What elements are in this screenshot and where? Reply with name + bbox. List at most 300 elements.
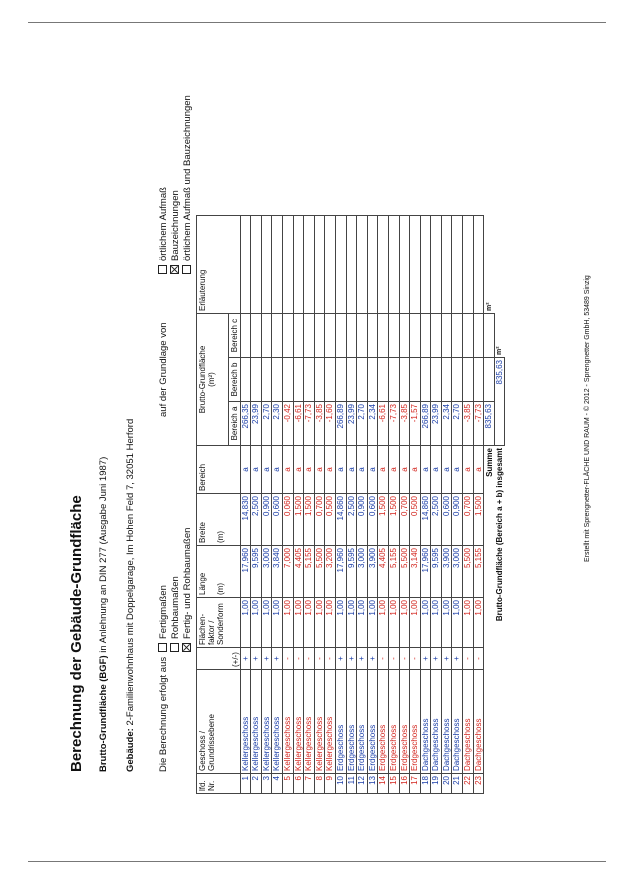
cell-laenge: 5,500 — [463, 546, 474, 598]
cell-breite: 2,500 — [431, 494, 442, 546]
table-row — [251, 216, 262, 794]
cell-sign: - — [282, 648, 293, 670]
cell-breite: 0,700 — [399, 494, 410, 546]
calc-option[interactable] — [158, 528, 170, 652]
checkbox-fertigmasse[interactable] — [158, 643, 167, 652]
cell-faktor: 1,00 — [410, 598, 421, 648]
cell-laenge: 3,000 — [261, 546, 272, 598]
cell-geschoss: Dachgeschoss — [473, 670, 484, 774]
cell-geschoss: Dachgeschoss — [463, 670, 474, 774]
table-row — [399, 216, 410, 794]
table-row — [410, 216, 421, 794]
table-row — [293, 216, 304, 794]
cell-nr: 1 — [240, 774, 251, 794]
cell-nr: 4 — [272, 774, 283, 794]
cell-bereich: a — [240, 446, 251, 494]
cell-geschoss: Dachgeschoss — [452, 670, 463, 774]
building-label: Gebäude: — [125, 728, 136, 772]
cell-geschoss: Erdgeschoss — [378, 670, 389, 774]
summe-value: 835,63 — [484, 402, 495, 446]
checkbox-aufmass-und-zeichnungen[interactable] — [182, 265, 191, 274]
cell-laenge: 17,960 — [240, 546, 251, 598]
cell-bereich-b — [282, 358, 293, 402]
cell-faktor: 1,00 — [261, 598, 272, 648]
cell-nr: 14 — [378, 774, 389, 794]
summe-row — [484, 216, 495, 794]
cell-bereich-b — [325, 358, 336, 402]
cell-bereich-c — [335, 314, 346, 358]
cell-erlaeuterung — [452, 216, 463, 314]
cell-nr: 16 — [399, 774, 410, 794]
subtitle — [98, 457, 109, 772]
total-empty — [494, 216, 505, 314]
cell-laenge: 5,155 — [388, 546, 399, 598]
table-row — [304, 216, 315, 794]
cell-breite: 0,600 — [272, 494, 283, 546]
cell-geschoss: Erdgeschoss — [388, 670, 399, 774]
cell-sign: - — [410, 648, 421, 670]
table-row — [378, 216, 389, 794]
checkbox-fertig-rohbaumasse[interactable] — [182, 643, 191, 652]
cell-geschoss: Kellergeschoss — [304, 670, 315, 774]
cell-laenge: 5,500 — [399, 546, 410, 598]
cell-laenge: 17,960 — [335, 546, 346, 598]
calc-options — [158, 528, 194, 652]
cell-erlaeuterung — [473, 216, 484, 314]
checkbox-bauzeichnungen[interactable] — [170, 265, 179, 274]
col-header-bereich-b: Bereich b — [229, 358, 241, 402]
cell-bereich-a: 2,70 — [261, 402, 272, 446]
cell-breite: 1,500 — [378, 494, 389, 546]
table-row — [282, 216, 293, 794]
cell-bereich: a — [473, 446, 484, 494]
summe-label: Summe — [484, 448, 494, 477]
cell-geschoss: Erdgeschoss — [335, 670, 346, 774]
cell-bereich-c — [420, 314, 431, 358]
cell-bereich-c — [473, 314, 484, 358]
cell-bereich: a — [463, 446, 474, 494]
cell-bereich-b — [463, 358, 474, 402]
cell-geschoss: Kellergeschoss — [293, 670, 304, 774]
cell-bereich-a: -6,61 — [293, 402, 304, 446]
cell-sign: + — [367, 648, 378, 670]
cell-geschoss: Kellergeschoss — [314, 670, 325, 774]
cell-erlaeuterung — [367, 216, 378, 314]
cell-sign: + — [272, 648, 283, 670]
cell-breite: 0,700 — [463, 494, 474, 546]
building-line — [125, 419, 136, 772]
cell-breite: 0,500 — [410, 494, 421, 546]
cell-laenge: 7,000 — [282, 546, 293, 598]
cell-bereich-c — [272, 314, 283, 358]
cell-bereich-b — [293, 358, 304, 402]
cell-breite: 1,500 — [304, 494, 315, 546]
cell-laenge: 5,500 — [314, 546, 325, 598]
cell-faktor: 1,00 — [325, 598, 336, 648]
table-row — [325, 216, 336, 794]
cell-breite: 14,830 — [240, 494, 251, 546]
cell-bereich-c — [367, 314, 378, 358]
basis-option-label: örtlichem Aufmaß und Bauzeichnungen — [182, 95, 193, 261]
cell-sign: + — [261, 648, 272, 670]
cell-bereich-a: 23,99 — [431, 402, 442, 446]
cell-bereich: a — [251, 446, 262, 494]
cell-bereich-b — [452, 358, 463, 402]
cell-bereich-b — [473, 358, 484, 402]
cell-bereich-a: 2,30 — [272, 402, 283, 446]
table-row — [420, 216, 431, 794]
cell-faktor: 1,00 — [431, 598, 442, 648]
table-row — [261, 216, 272, 794]
cell-breite: 0,900 — [452, 494, 463, 546]
cell-sign: - — [473, 648, 484, 670]
col-header-vorzeichen: (+/-) — [197, 648, 241, 670]
table-row — [357, 216, 368, 794]
cell-faktor: 1,00 — [357, 598, 368, 648]
cell-erlaeuterung — [272, 216, 283, 314]
cell-sign: + — [251, 648, 262, 670]
summe-c — [484, 314, 495, 358]
table-body — [197, 216, 505, 794]
cell-laenge: 17,960 — [420, 546, 431, 598]
cell-bereich: a — [388, 446, 399, 494]
cell-breite: 2,500 — [251, 494, 262, 546]
cell-bereich-b — [304, 358, 315, 402]
cell-sign: + — [335, 648, 346, 670]
cell-bereich-c — [346, 314, 357, 358]
cell-bereich-a: -3,85 — [399, 402, 410, 446]
summe-b — [484, 358, 495, 402]
cell-bereich-b — [335, 358, 346, 402]
cell-laenge: 5,155 — [473, 546, 484, 598]
cell-bereich-a: -1,57 — [410, 402, 421, 446]
cell-laenge: 3,900 — [367, 546, 378, 598]
table-row — [452, 216, 463, 794]
cell-erlaeuterung — [251, 216, 262, 314]
cell-bereich-c — [325, 314, 336, 358]
cell-bereich-a: -3,85 — [314, 402, 325, 446]
table-row — [335, 216, 346, 794]
cell-breite: 14,860 — [420, 494, 431, 546]
subtitle-bold: Brutto-Grundfläche (BGF) — [98, 655, 109, 772]
cell-erlaeuterung — [293, 216, 304, 314]
cell-sign: - — [325, 648, 336, 670]
cell-sign: + — [357, 648, 368, 670]
cell-faktor: 1,00 — [388, 598, 399, 648]
cell-faktor: 1,00 — [420, 598, 431, 648]
cell-bereich-b — [388, 358, 399, 402]
cell-nr: 22 — [463, 774, 474, 794]
cell-erlaeuterung — [463, 216, 474, 314]
calc-option-label: Fertig- und Rohbaumaßen — [182, 527, 193, 639]
col-header-nr — [197, 774, 241, 794]
col-header-bereich-a: Bereich a — [229, 402, 241, 446]
cell-erlaeuterung — [261, 216, 272, 314]
cell-bereich-a: 266,89 — [420, 402, 431, 446]
cell-bereich-a: 2,34 — [367, 402, 378, 446]
cell-erlaeuterung — [378, 216, 389, 314]
cell-laenge: 3,000 — [357, 546, 368, 598]
cell-bereich-a: -6,61 — [378, 402, 389, 446]
cell-bereich-a: -7,73 — [388, 402, 399, 446]
cell-bereich-c — [314, 314, 325, 358]
calc-option-label: Fertigmaßen — [158, 585, 169, 639]
cell-bereich-a: 2,70 — [452, 402, 463, 446]
cell-faktor: 1,00 — [335, 598, 346, 648]
cell-bereich: a — [346, 446, 357, 494]
basis-options — [158, 95, 194, 274]
cell-erlaeuterung — [399, 216, 410, 314]
subtitle-rest: in Anlehnung an DIN 277 (Ausgabe Juni 1987) — [98, 456, 109, 656]
basis-option-label: Bauzeichnungen — [170, 190, 181, 261]
total-value: 835,63 — [494, 358, 505, 446]
cell-nr: 21 — [452, 774, 463, 794]
cell-bereich-c — [282, 314, 293, 358]
cell-sign: + — [441, 648, 452, 670]
cell-bereich-c — [399, 314, 410, 358]
cell-bereich: a — [282, 446, 293, 494]
cell-nr: 3 — [261, 774, 272, 794]
col-header-bgf — [197, 314, 229, 446]
checkbox-rohbaumasse[interactable] — [170, 643, 179, 652]
cell-nr: 2 — [251, 774, 262, 794]
cell-bereich: a — [325, 446, 336, 494]
cell-faktor: 1,00 — [346, 598, 357, 648]
cell-laenge: 4,405 — [378, 546, 389, 598]
summe-unit: m² — [485, 302, 493, 311]
total-row — [494, 216, 505, 794]
basis-option-label: örtlichem Aufmaß — [158, 187, 169, 261]
cell-bereich-c — [378, 314, 389, 358]
cell-sign: - — [463, 648, 474, 670]
cell-bereich-b — [378, 358, 389, 402]
cell-breite: 0,500 — [325, 494, 336, 546]
table-row — [240, 216, 251, 794]
total-unit: m² — [496, 346, 504, 355]
cell-bereich-a: -7,73 — [473, 402, 484, 446]
cell-geschoss: Kellergeschoss — [251, 670, 262, 774]
cell-geschoss: Dachgeschoss — [420, 670, 431, 774]
cell-erlaeuterung — [431, 216, 442, 314]
cell-erlaeuterung — [314, 216, 325, 314]
cell-geschoss: Dachgeschoss — [431, 670, 442, 774]
cell-sign: + — [240, 648, 251, 670]
bgf-table — [196, 215, 505, 794]
cell-bereich-b — [346, 358, 357, 402]
cell-erlaeuterung — [325, 216, 336, 314]
cell-faktor: 1,00 — [314, 598, 325, 648]
cell-nr: 6 — [293, 774, 304, 794]
cell-breite: 1,500 — [473, 494, 484, 546]
cell-breite: 0,900 — [261, 494, 272, 546]
cell-geschoss: Erdgeschoss — [410, 670, 421, 774]
cell-faktor: 1,00 — [378, 598, 389, 648]
cell-sign: + — [452, 648, 463, 670]
cell-bereich: a — [441, 446, 452, 494]
cell-breite: 0,060 — [282, 494, 293, 546]
cell-faktor: 1,00 — [463, 598, 474, 648]
header-row — [197, 216, 229, 794]
cell-nr: 23 — [473, 774, 484, 794]
table-row — [346, 216, 357, 794]
cell-bereich-c — [388, 314, 399, 358]
cell-bereich-c — [452, 314, 463, 358]
cell-bereich-a: 266,89 — [335, 402, 346, 446]
cell-nr: 18 — [420, 774, 431, 794]
cell-sign: - — [399, 648, 410, 670]
cell-sign: + — [346, 648, 357, 670]
cell-nr: 5 — [282, 774, 293, 794]
col-header-bereich-c: Bereich c — [229, 314, 241, 358]
cell-bereich-b — [240, 358, 251, 402]
cell-bereich-c — [410, 314, 421, 358]
cell-faktor: 1,00 — [304, 598, 315, 648]
col-header-geschoss — [197, 670, 241, 774]
footer: Erstellt mit Sprengnetter-FLÄCHE UND RAUM - © 2012 - Sprengnetter GmbH, 53489 Sinzig — [584, 275, 591, 562]
cell-nr: 10 — [335, 774, 346, 794]
cell-geschoss: Kellergeschoss — [272, 670, 283, 774]
col-header-erlaeuterung: Erläuterung — [197, 216, 241, 314]
cell-bereich-c — [251, 314, 262, 358]
cell-erlaeuterung — [441, 216, 452, 314]
cell-bereich-c — [463, 314, 474, 358]
table-row — [367, 216, 378, 794]
header-text-nr: lfd. Nr. — [198, 780, 216, 791]
cell-geschoss: Kellergeschoss — [325, 670, 336, 774]
cell-nr: 15 — [388, 774, 399, 794]
cell-bereich-a: 23,99 — [346, 402, 357, 446]
calc-option[interactable] — [170, 528, 182, 652]
cell-breite: 14,860 — [335, 494, 346, 546]
cell-nr: 17 — [410, 774, 421, 794]
cell-faktor: 1,00 — [251, 598, 262, 648]
cell-bereich-c — [441, 314, 452, 358]
cell-erlaeuterung — [410, 216, 421, 314]
cell-sign: + — [431, 648, 442, 670]
cell-bereich-b — [420, 358, 431, 402]
header-text-bgf: Brutto-Grundfläche (m²) — [198, 345, 216, 414]
cell-nr: 13 — [367, 774, 378, 794]
cell-geschoss: Dachgeschoss — [441, 670, 452, 774]
cell-sign: - — [378, 648, 389, 670]
cell-geschoss: Kellergeschoss — [261, 670, 272, 774]
rotated-document — [10, 14, 610, 872]
cell-breite: 0,900 — [357, 494, 368, 546]
cell-laenge: 3,840 — [272, 546, 283, 598]
cell-bereich: a — [420, 446, 431, 494]
cell-faktor: 1,00 — [473, 598, 484, 648]
calc-label: Die Berechnung erfolgt aus — [158, 656, 169, 772]
cell-faktor: 1,00 — [272, 598, 283, 648]
cell-bereich-c — [304, 314, 315, 358]
basis-option[interactable] — [170, 95, 182, 274]
table-row — [473, 216, 484, 794]
cell-breite: 2,500 — [346, 494, 357, 546]
cell-geschoss: Erdgeschoss — [399, 670, 410, 774]
table-row — [388, 216, 399, 794]
cell-erlaeuterung — [346, 216, 357, 314]
col-header-bereich: Bereich — [197, 446, 241, 494]
cell-geschoss: Erdgeschoss — [357, 670, 368, 774]
cell-faktor: 1,00 — [399, 598, 410, 648]
cell-bereich-c — [261, 314, 272, 358]
cell-geschoss: Erdgeschoss — [346, 670, 357, 774]
cell-geschoss: Erdgeschoss — [367, 670, 378, 774]
cell-bereich: a — [399, 446, 410, 494]
cell-nr: 8 — [314, 774, 325, 794]
cell-bereich-b — [431, 358, 442, 402]
calc-option-label: Rohbaumaßen — [170, 576, 181, 639]
cell-bereich: a — [357, 446, 368, 494]
cell-bereich-b — [251, 358, 262, 402]
cell-sign: - — [293, 648, 304, 670]
cell-nr: 7 — [304, 774, 315, 794]
cell-erlaeuterung — [357, 216, 368, 314]
cell-breite: 1,500 — [388, 494, 399, 546]
col-header-laenge — [197, 546, 241, 598]
basis-option[interactable] — [158, 95, 170, 274]
cell-sign: + — [420, 648, 431, 670]
cell-bereich-c — [240, 314, 251, 358]
table-row — [314, 216, 325, 794]
cell-nr: 20 — [441, 774, 452, 794]
cell-erlaeuterung — [304, 216, 315, 314]
cell-bereich: a — [410, 446, 421, 494]
table-row — [272, 216, 283, 794]
cell-bereich-b — [314, 358, 325, 402]
cell-erlaeuterung — [335, 216, 346, 314]
cell-breite: 0,600 — [441, 494, 452, 546]
cell-bereich-b — [367, 358, 378, 402]
cell-bereich-a: -1,60 — [325, 402, 336, 446]
cell-bereich: a — [293, 446, 304, 494]
cell-bereich-a: 2,34 — [441, 402, 452, 446]
calc-option[interactable] — [182, 528, 194, 652]
cell-bereich-b — [272, 358, 283, 402]
cell-faktor: 1,00 — [367, 598, 378, 648]
cell-laenge: 3,900 — [441, 546, 452, 598]
basis-option[interactable] — [182, 95, 194, 274]
cell-breite: 0,700 — [314, 494, 325, 546]
cell-bereich: a — [367, 446, 378, 494]
cell-sign: - — [304, 648, 315, 670]
table-row — [431, 216, 442, 794]
cell-bereich: a — [314, 446, 325, 494]
cell-bereich-b — [441, 358, 452, 402]
table-row — [441, 216, 452, 794]
cell-geschoss: Kellergeschoss — [240, 670, 251, 774]
cell-bereich-b — [399, 358, 410, 402]
cell-sign: - — [314, 648, 325, 670]
cell-nr: 12 — [357, 774, 368, 794]
cell-bereich: a — [378, 446, 389, 494]
cell-breite: 0,600 — [367, 494, 378, 546]
cell-bereich: a — [261, 446, 272, 494]
total-label: Brutto-Grundfläche (Bereich a + b) insgesamt — [494, 448, 504, 622]
cell-nr: 9 — [325, 774, 336, 794]
cell-bereich-a: 2,70 — [357, 402, 368, 446]
cell-bereich-a: 23,99 — [251, 402, 262, 446]
col-header-faktor — [197, 598, 241, 648]
cell-nr: 19 — [431, 774, 442, 794]
cell-erlaeuterung — [282, 216, 293, 314]
cell-faktor: 1,00 — [282, 598, 293, 648]
col-header-breite — [197, 494, 241, 546]
checkbox-oertliches-aufmass[interactable] — [158, 265, 167, 274]
cell-laenge: 9,595 — [431, 546, 442, 598]
cell-bereich-c — [357, 314, 368, 358]
cell-laenge: 9,595 — [251, 546, 262, 598]
